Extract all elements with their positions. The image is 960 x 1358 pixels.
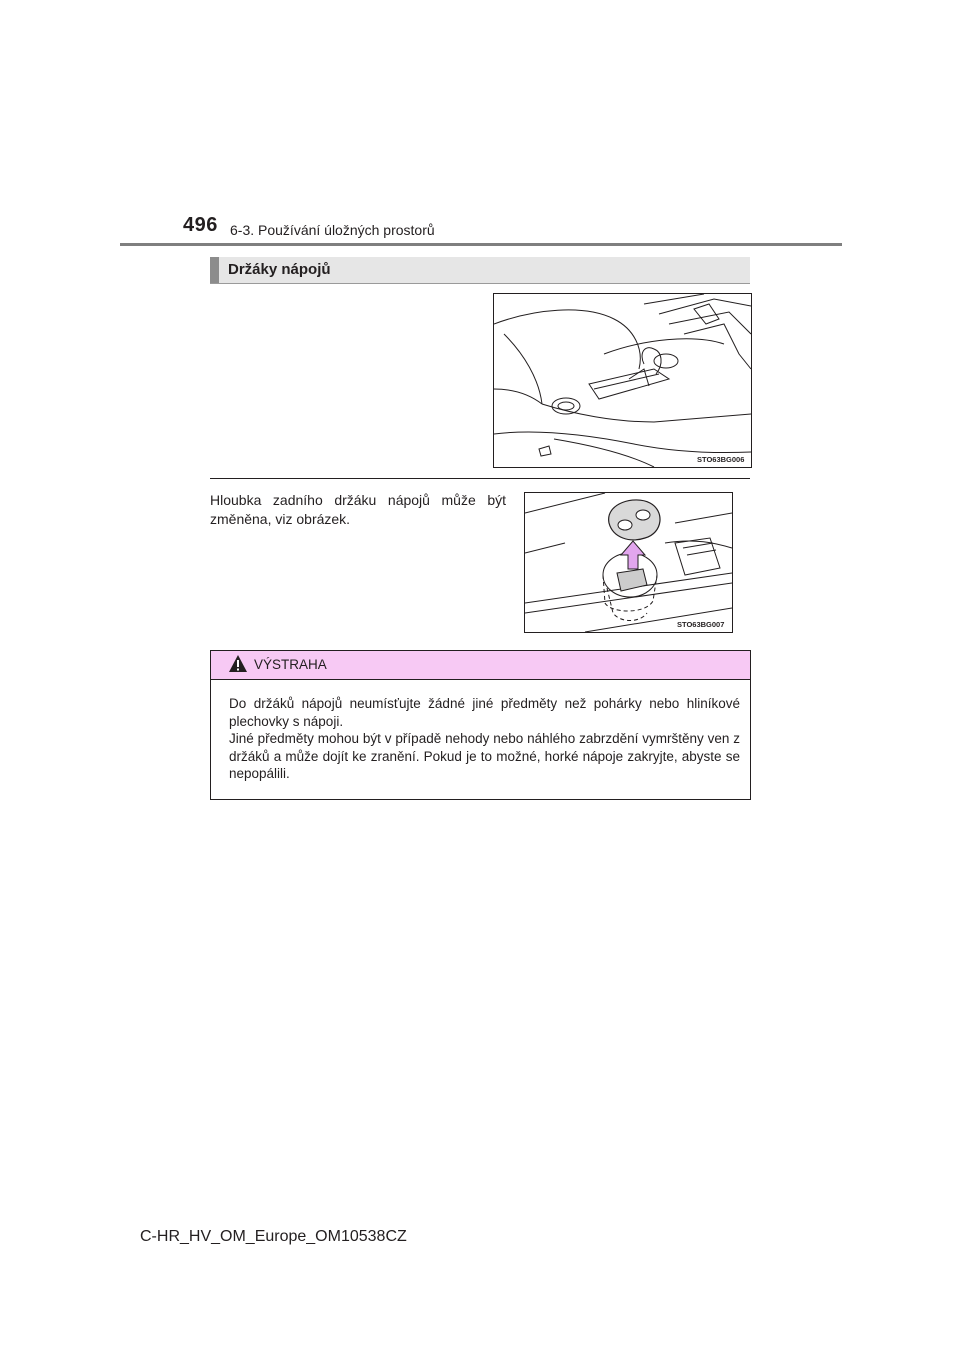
up-arrow-icon — [621, 541, 645, 569]
figure-cup-holder-insert — [524, 492, 733, 633]
section-title-bar — [210, 257, 750, 284]
warning-triangle-icon — [228, 654, 248, 673]
page-number: 496 — [183, 214, 218, 236]
insert-piece — [609, 500, 660, 540]
warning-header — [211, 651, 750, 680]
figure-console-cup-holders — [493, 293, 752, 468]
console-illustration — [494, 294, 751, 467]
footer-code: C-HR_HV_OM_Europe_OM10538CZ — [140, 1228, 407, 1245]
warning-title: VÝSTRAHA — [254, 657, 327, 672]
header-rule — [120, 243, 842, 246]
warning-box — [210, 650, 751, 800]
title-bar-tab — [210, 257, 219, 283]
figure-code: STO63BG006 — [697, 455, 745, 464]
warning-text — [229, 695, 740, 783]
cup-holder-illustration — [525, 493, 732, 632]
divider — [210, 478, 750, 479]
section-title: Držáky nápojů — [228, 261, 331, 278]
warning-paragraph: Do držáků nápojů neumísťujte žádné jiné předměty než pohárky nebo hliníkové plechovky s nápoji. — [229, 696, 740, 729]
figure-code: STO63BG007 — [677, 620, 725, 629]
body-paragraph: Hloubka zadního držáku nápojů může být změněna, viz obrázek. — [210, 492, 506, 527]
section-heading: 6-3. Používání úložných prostorů — [230, 222, 435, 238]
warning-paragraph: Jiné předměty mohou být v případě nehody nebo náhlého zabrzdění vymrštěny ven z držáků a může dojít ke zranění. Pokud je to možné, horké nápoje zakryjte, abyste se nepopálili. — [229, 731, 740, 781]
